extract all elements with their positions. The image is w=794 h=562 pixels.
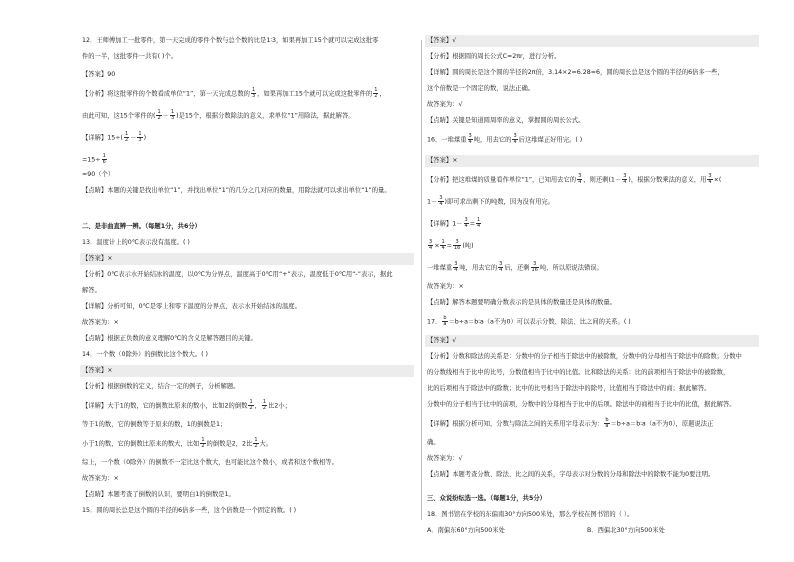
q14-conclusion: 故答案为：× [82, 475, 119, 482]
q14-stem: 14．一个数（0除外）的倒数比这个数大。( ) [82, 351, 208, 358]
q14-detail3: 小于1的数，它的倒数比原来的数大，比如 $\frac{1}{2}$ 的倒数是2，2比 $\frac{1}{2}$ 大。 [82, 437, 273, 449]
fraction: $\frac{1}{2}$ [249, 399, 253, 411]
q18-stem: 18．图书馆在学校的东偏南30°方向500米处，那么学校在图书馆的（ ）。 [427, 511, 634, 518]
q13-analysis: 【分析】0℃表示水开始结冰的温度，以0℃为分界点，温度高于0℃用“+”表示，温度低于0℃用“-”表示，据此 [82, 271, 393, 278]
fraction: $\frac{b}{a}$ [605, 417, 609, 429]
q16-conclusion: 故答案为：× [427, 283, 464, 290]
q14-detail2: 等于1的数，它的倒数等于原来的数，1的倒数是1； [82, 421, 227, 428]
fraction: $\frac{1}{3}$ [138, 131, 142, 143]
q13-analysis-cont: 解答。 [82, 287, 101, 294]
q12-equation2: =90（个） [82, 171, 115, 178]
q15-answer: 【答案】√ [427, 37, 457, 44]
q16-analysis: 【分析】把这堆煤的质量看作单位“1”，已知用去它的 $\frac{3}{4}$ ，则还剩(1－ $\frac{3}{4}$ )，根据分数乘法的意义，用 $\frac{3}{4}$ ×( [427, 173, 722, 185]
fraction: $\frac{3}{16}$ [531, 261, 538, 273]
fraction: $\frac{1}{2}$ [262, 399, 267, 411]
fraction: $\frac{3}{4}$ [708, 173, 712, 185]
q16-stem: 16．一堆煤重 $\frac{3}{4}$ 吨，用去它的 $\frac{3}{4}$ 后这堆煤正好用完。( ) [427, 133, 583, 145]
q16-analysis-cont: 1－ $\frac{3}{4}$ )即可求出剩下的吨数，因为没有用完。 [427, 195, 555, 207]
q15-detail-cont: 这个倍数是一个固定的数，说法正确。 [427, 85, 535, 92]
q17-analysis2: 的分数线相当于比中的比号，分数值相当于比中的比值。比和除法的关系：比的前项相当于除法中的被除数， [427, 369, 730, 376]
q14-analysis: 【分析】根据倒数的定义，结合一定的例子，分析解题。 [82, 383, 240, 390]
fraction: $\frac{1}{2}$ [157, 109, 161, 121]
q13-answer: 【答案】× [82, 255, 113, 262]
q12-analysis-line2: 由此可知，这15个零件的( $\frac{1}{2}$ － $\frac{1}{3}$ )是15个，根据分数除法的意义，求单位“1”用除法，据此解答。 [82, 109, 355, 121]
fraction: $\frac{3}{4}$ [499, 261, 503, 273]
q17-analysis1: 【分析】分数和除法的关系是：分数中的分子相当于除法中的被除数，分数中的分母相当于除法中的除数；分数中 [427, 353, 742, 360]
q15-analysis: 【分析】根据圆的周长公式C=2πr，进行分析。 [427, 53, 561, 60]
fraction: $\frac{3}{4}$ [439, 195, 443, 207]
column-divider [421, 40, 422, 520]
fraction: $\frac{1}{2}$ [124, 131, 129, 143]
fraction: $\frac{1}{3}$ [170, 109, 175, 121]
q15-tip: 【点睛】关键是知道圆周率的意义，掌握圆的周长公式。 [427, 117, 585, 124]
section-2-heading: 二、是非曲直辨一辨。（每题1分，共6分） [82, 223, 201, 230]
fraction: $\frac{3}{4}$ [623, 173, 627, 185]
shaded-row [80, 365, 414, 377]
q12-stem-line2: 件的一半，这批零件一共有( )个。 [82, 53, 178, 60]
q16-tip: 【点睛】解答本题要明确分数表示的是具体的数量还是具体的数量。 [427, 299, 616, 306]
fraction: $\frac{3}{4}$ [464, 217, 468, 229]
q12-stem-line1: 12．王师傅加工一批零件，第一天完成的零件个数与总个数的比是1∶3，如果再加工15个就可以完成这批零 [82, 37, 379, 44]
q17-stem: 17． $\frac{b}{a}$ ＝b÷a＝b∶a（a不为0）可以表示分数、除法、比之间的关系。( ) [427, 315, 631, 327]
fraction: $\frac{3}{4}$ [578, 173, 582, 185]
q14-detail4: 综上，一个数（0除外）的倒数不一定比这个数大，也可能比这个数小，或者和这个数相等。 [82, 459, 338, 466]
q17-detail-cont: 确。 [427, 439, 440, 446]
q12-answer: 【答案】90 [82, 71, 116, 78]
q14-answer: 【答案】× [82, 367, 113, 374]
q17-detail: 【详解】根据分析可知，分数与除法之间的关系用字母表示为： $\frac{b}{a}$ ＝b÷a＝b∶a（a不为0），原题说法正 [427, 417, 714, 429]
fraction: $\frac{3}{16}$ [453, 239, 461, 251]
fraction: $\frac{3}{4}$ [429, 239, 433, 251]
q14-tip: 【点睛】本题考查了倒数的认识，要明白1的倒数是1。 [82, 491, 235, 498]
q12-equation1: =15÷ $\frac{1}{6}$ [82, 153, 106, 165]
q16-detail2: $\frac{3}{4}$ × $\frac{1}{4}$ = $\frac{3}{16}$ (吨) [429, 239, 474, 251]
shaded-row [425, 35, 759, 47]
fraction: $\frac{3}{4}$ [454, 261, 458, 273]
fraction: $\frac{1}{6}$ [102, 153, 106, 165]
q17-conclusion: 故答案为：√ [427, 455, 463, 462]
q13-tip: 【点睛】根据正负数的意义理解0℃的含义是解答题目的关键。 [82, 335, 257, 342]
fraction: $\frac{1}{2}$ [374, 87, 378, 99]
q15-detail: 【详解】圆的周长是这个圆的半径的2π倍，3.14×2=6.28=6，圆的周长总是这个圆的半径的6倍多一些， [427, 69, 724, 76]
q17-analysis3: 比的后项相当于除法中的除数；比中的比号相当于除法中的除号，比值相当于除法中的商；据此解答。 [427, 385, 711, 392]
q17-answer: 【答案】√ [427, 337, 457, 344]
q12-tip: 【点睛】本题的关键是找出单位“1”，并找出单位“1”的几分之几对应的数量，用除法就可以求出单位“1”的量。 [82, 187, 391, 194]
q17-tip: 【点睛】本题考查分数、除法、比之间的关系，字母表示对分数的分母和除法中的除数不能为0要注明。 [427, 471, 715, 478]
q12-detail: 【详解】15÷( $\frac{1}{2}$ － $\frac{1}{3}$ ) [82, 131, 147, 143]
q17-analysis4: 分数中的分子相当于比中的前项，分数中的分母相当于比中的后项。除法中的商相当于比中的比值，据此解答。 [427, 401, 736, 408]
fraction: $\frac{3}{4}$ [468, 133, 472, 145]
q12-analysis-line1: 【分析】将这批零件的个数看成单位“1”，第一天完成总数的 $\frac{1}{3}$ ，如果再加工15个就可以完成这批零件的 $\frac{1}{2}$ ， [82, 87, 386, 99]
q16-answer: 【答案】× [427, 157, 458, 164]
shaded-row [425, 155, 759, 167]
q15-stem: 15．圆的周长总是这个圆的半径的6倍多一些，这个倍数是一个固定的数。( ) [82, 507, 297, 514]
shaded-row [80, 253, 414, 265]
q13-stem: 13．温度计上的0℃表示没有温度。( ) [82, 239, 190, 246]
q13-detail: 【详解】分析可知，0℃是零上和零下温度的分界点，表示水开始结冰的温度。 [82, 303, 301, 310]
fraction: $\frac{3}{4}$ [513, 133, 517, 145]
q16-detail1: 【详解】1－ $\frac{3}{4}$ = $\frac{1}{4}$ [427, 217, 481, 229]
q15-conclusion: 故答案为：√ [427, 101, 463, 108]
shaded-row [425, 335, 759, 347]
fraction: $\frac{1}{2}$ [201, 437, 205, 449]
q13-conclusion: 故答案为：× [82, 319, 119, 326]
fraction: $\frac{1}{4}$ [441, 239, 445, 251]
fraction: $\frac{1}{4}$ [476, 217, 481, 229]
q14-detail1: 【详解】大于1的数，它的倒数比原来的数小，比如2的倒数 $\frac{1}{2}$ ， $\frac{1}{2}$ 比2小； [82, 399, 292, 411]
fraction: $\frac{1}{2}$ [254, 437, 258, 449]
q16-detail3: 一堆煤重 $\frac{3}{4}$ 吨，用去它的 $\frac{3}{4}$ 后，还剩 $\frac{3}{16}$ 吨，所以原说法错误。 [427, 261, 603, 273]
q18-option-a: A．南偏东60°方向500米处 [427, 527, 505, 534]
section-3-heading: 三、众说纷纭选一选。（每题1分，共5分） [427, 495, 546, 502]
fraction: $\frac{1}{3}$ [251, 87, 256, 99]
q18-option-b: B．西偏北30°方向500米处 [587, 527, 665, 534]
fraction: $\frac{b}{a}$ [443, 315, 447, 327]
